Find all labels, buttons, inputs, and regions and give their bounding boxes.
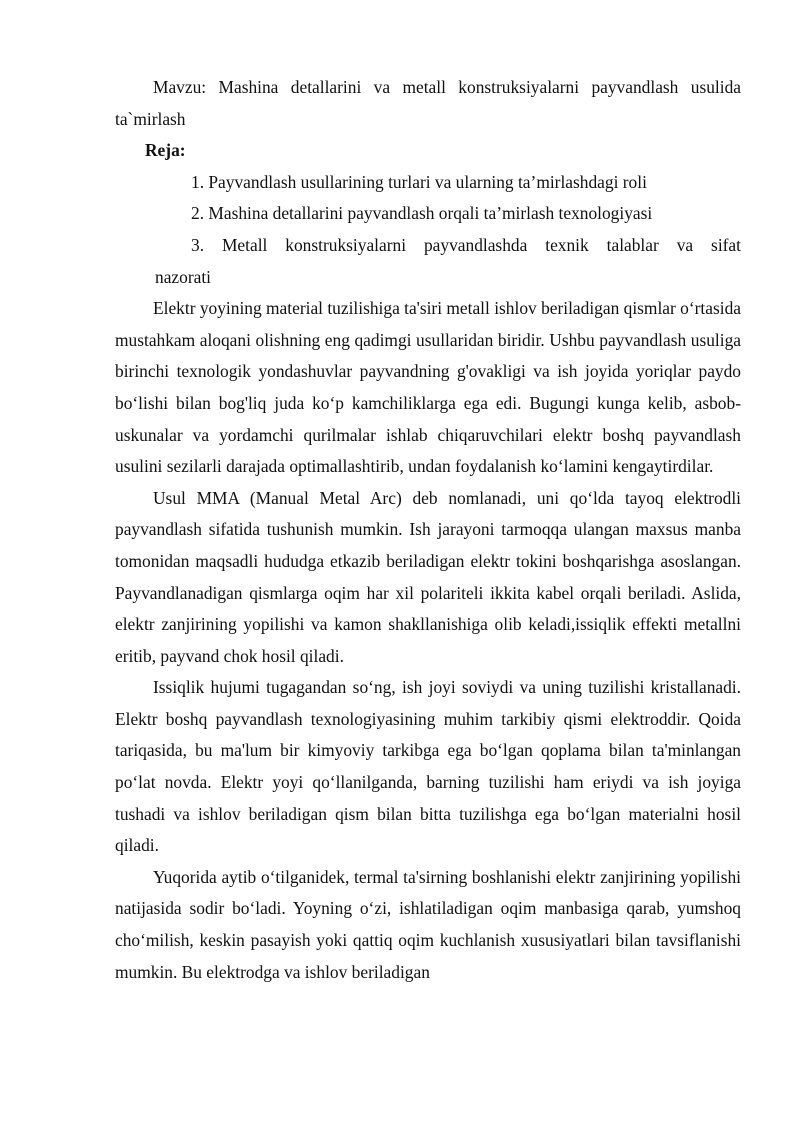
plan-item-1: 1. Payvandlash usullarining turlari va ularning ta’mirlashdagi roli	[191, 171, 647, 192]
topic-line: Mavzu: Mashina detallarini va metall konstruksiyalarni payvandlash usulida ta`mirlash	[115, 77, 741, 129]
paragraph-4: Yuqorida aytib o‘tilganidek, termal ta'sirning boshlanishi elektr zanjirining yopilishi natijasida sodir bo‘ladi. Yoyning o‘zi, ishlatiladigan oqim manbasiga qarab, yumshoq cho‘milish, keskin pasayish yoki qattiq oqim kuchlanish xususiyatlari bilan tavsiflanishi mumkin. Bu elektrodga va ishlov beriladigan	[115, 866, 741, 982]
plan-heading: Reja:	[145, 140, 186, 161]
plan-item-2: 2. Mashina detallarini payvandlash orqali ta’mirlash texnologiyasi	[191, 203, 653, 224]
paragraph-2: Usul MMA (Manual Metal Arc) deb nomlanadi, uni qo‘lda tayoq elektrodli payvandlash sifatida tushunish mumkin. Ish jarayoni tarmoqqa ulangan maxsus manba tomonidan maqsadli hududga etkazib beriladigan elektr tokini boshqarishga asoslangan. Payvandlanadigan qismlarga oqim har xil polariteli ikkita kabel orqali beriladi. Aslida, elektr zanjirining yopilishi va kamon shakllanishiga olib keladi,issiqlik effekti metallni eritib, payvand chok hosil qiladi.	[115, 487, 741, 666]
plan-item-3	[115, 230, 741, 293]
paragraph-1: Elektr yoyining material tuzilishiga ta'siri metall ishlov beriladigan qismlar o‘rtasida mustahkam aloqani olishning eng qadimgi usullaridan biridir. Ushbu payvandlash usuliga birinchi texnologik yondashuvlar payvandning g'ovakligi va ish joyida yoriqlar paydo bo‘lishi bilan bog'liq juda ko‘p kamchiliklarga ega edi. Bugungi kunga kelib, asbob-uskunalar va yordamchi qurilmalar ishlab chiqaruvchilari elektr boshq payvandlash usulini sezilarli darajada optimallashtirib, undan foydalanish ko‘lamini kengaytirdilar.	[115, 298, 741, 477]
plan-item-3-continuation: nazorati	[155, 266, 212, 287]
plan-item-3-text: 3. Metall konstruksiyalarni payvandlashda texnik talablar va sifat	[191, 234, 741, 255]
paragraph-3: Issiqlik hujumi tugagandan so‘ng, ish joyi soviydi va uning tuzilishi kristallanadi. Elektr boshq payvandlash texnologiyasining muhim tarkibiy qismi elektroddir. Qoida tariqasida, bu ma'lum bir kimyoviy tarkibga ega bo‘lgan qoplama bilan ta'minlangan po‘lat novda. Elektr yoyi qo‘llanilganda, barning tuzilishi ham eriydi va ish joyiga tushadi va ishlov beriladigan qism bilan bitta tuzilishga ega bo‘lgan materialni hosil qiladi.	[115, 677, 741, 856]
document-body	[115, 72, 741, 988]
